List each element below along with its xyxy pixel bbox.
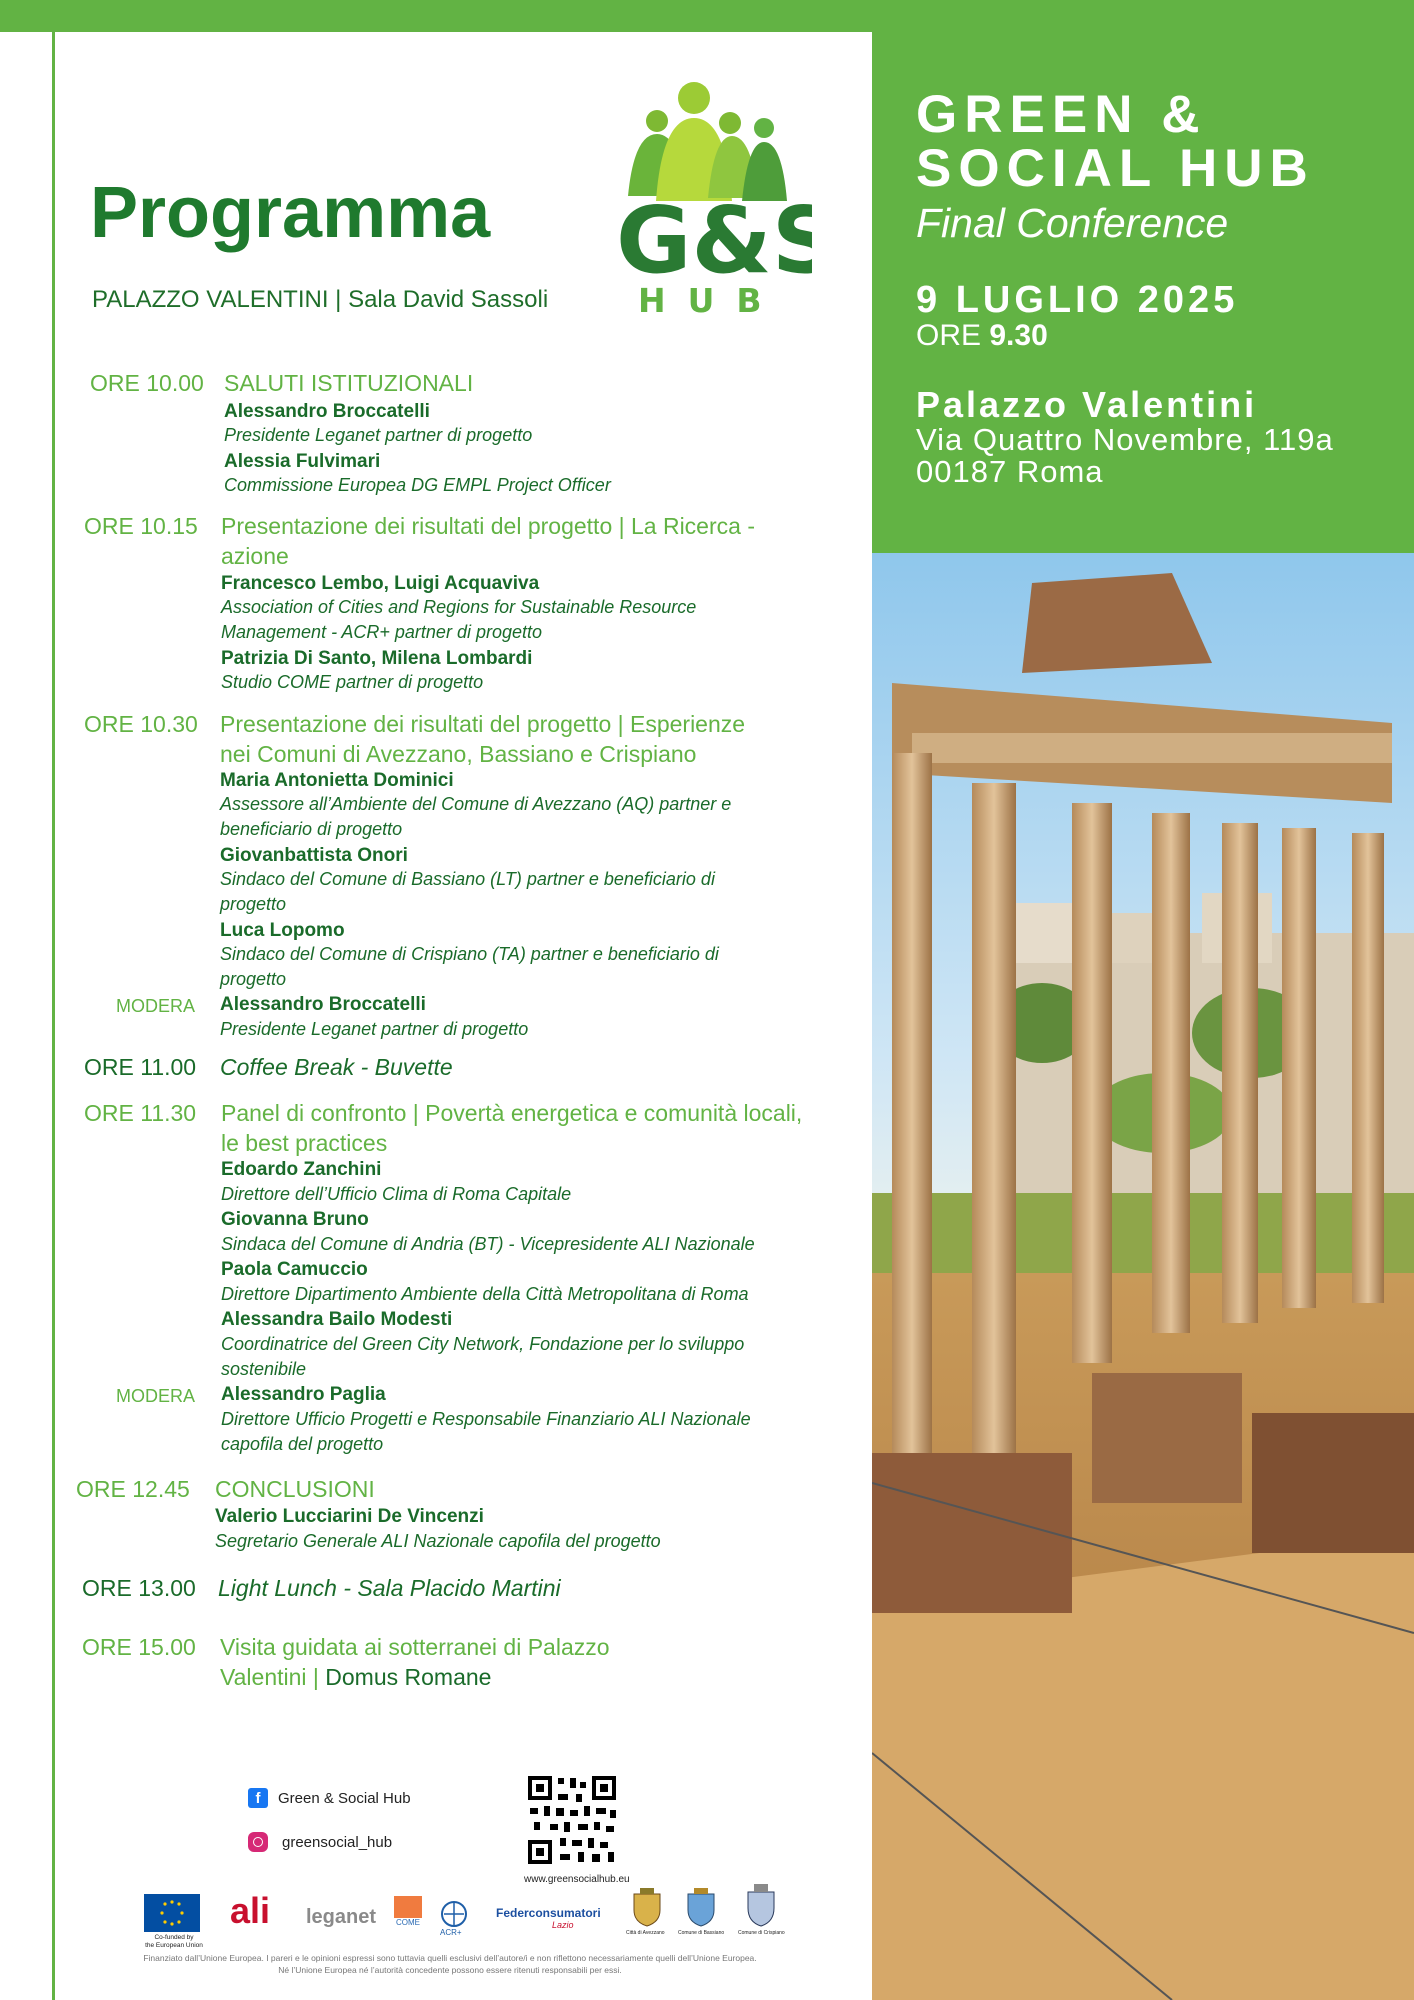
come-logo <box>394 1896 422 1936</box>
speaker-role: Commissione Europea DG EMPL Project Officer <box>224 475 611 495</box>
speaker-name: Alessandra Bailo Modesti <box>221 1309 453 1330</box>
speaker-role: Segretario Generale ALI Nazionale capofila del progetto <box>215 1531 661 1551</box>
instagram-label: greensocial_hub <box>282 1834 393 1851</box>
speaker-name: Giovanna Bruno <box>221 1209 369 1230</box>
disclaimer-line1: Finanziato dall’Unione Europea. I pareri e le opinioni espressi sono tuttavia quelli esclusivi dell’autore/i e non riflettono necessariamente quelli dell’Unione Europea. <box>143 1953 757 1963</box>
eu-caption-line2: the European Union <box>145 1942 203 1949</box>
speaker-name: Francesco Lembo, Luigi Acquaviva <box>221 573 540 594</box>
item-time: ORE 10.30 <box>84 711 198 737</box>
speaker-role-line1: Coordinatrice del Green City Network, Fondazione per lo sviluppo <box>221 1334 745 1354</box>
item-title-line1: Visita guidata ai sotterranei di Palazzo <box>220 1634 610 1660</box>
event-subtitle: Final Conference <box>916 200 1229 246</box>
federconsumatori-logo: Federconsumatori <box>496 1906 601 1920</box>
speaker-role-line2: Management - ACR+ partner di progetto <box>221 622 543 642</box>
instagram-link[interactable] <box>248 1832 268 1852</box>
item-title-line2 <box>220 1664 491 1691</box>
eu-caption <box>144 1934 204 1950</box>
item-time: ORE 11.00 <box>84 1054 197 1080</box>
item-title: CONCLUSIONI <box>215 1476 375 1502</box>
item-title-line2: nei Comuni di Avezzano, Bassiano e Crispiano <box>220 741 697 767</box>
federconsumatori-sub: Lazio <box>552 1920 574 1930</box>
item-time: ORE 12.45 <box>76 1476 190 1502</box>
moderator-label: MODERA <box>116 996 196 1016</box>
bassiano-label: Comune di Bassiano <box>678 1930 725 1936</box>
moderator-role-line1: Direttore Ufficio Progetti e Responsabile Finanziario ALI Nazionale <box>221 1409 751 1429</box>
speaker-name: Patrizia Di Santo, Milena Lombardi <box>221 648 533 669</box>
ali-logo: ali <box>230 1890 271 1931</box>
roman-forum-photo <box>872 553 1414 2000</box>
disclaimer <box>100 1952 800 1976</box>
eu-caption-line1: Co-funded by <box>154 1934 194 1941</box>
speaker-name: Alessia Fulvimari <box>224 451 381 472</box>
speaker-name: Valerio Lucciarini De Vincenzi <box>215 1506 484 1527</box>
speaker-name: Maria Antonietta Dominici <box>220 770 454 791</box>
item-time: ORE 10.15 <box>84 513 198 539</box>
event-header-panel <box>872 0 1414 553</box>
qr-code[interactable] <box>526 1774 618 1866</box>
crispiano-crest <box>744 1884 778 1936</box>
speaker-role-line2: beneficiario di progetto <box>220 819 403 839</box>
speaker-role-line2: progetto <box>220 969 287 989</box>
leganet-logo: leganet <box>306 1906 377 1928</box>
item-title-line2: le best practices <box>221 1130 388 1156</box>
eu-stars-icon <box>144 1894 200 1932</box>
disclaimer-line2: Né l’Unione Europea né l’autorità concedente possono essere ritenuti responsabili per essi. <box>278 1965 622 1975</box>
speaker-role: Studio COME partner di progetto <box>221 672 484 692</box>
item-title: Coffee Break - Buvette <box>220 1054 453 1080</box>
speaker-role-line2: sostenibile <box>221 1359 307 1379</box>
event-time-value: 9.30 <box>989 319 1048 352</box>
item-time: ORE 15.00 <box>82 1634 196 1660</box>
roman-forum-illustration <box>872 553 1414 2000</box>
item-title: Light Lunch - Sala Placido Martini <box>218 1575 561 1601</box>
address-line2: 00187 Roma <box>916 454 1104 489</box>
facebook-link[interactable] <box>248 1788 268 1808</box>
event-title <box>916 85 1315 198</box>
item-title-line1: Presentazione dei risultati del progetto | Esperienze <box>220 711 746 737</box>
moderator-name: Alessandro Paglia <box>221 1384 386 1405</box>
speaker-role: Direttore dell’Ufficio Clima di Roma Capitale <box>221 1184 572 1204</box>
speaker-name: Paola Camuccio <box>221 1259 368 1280</box>
event-title-line2: SOCIAL HUB <box>916 139 1315 198</box>
speaker-role: Direttore Dipartimento Ambiente della Città Metropolitana di Roma <box>221 1284 749 1304</box>
speaker-name: Alessandro Broccatelli <box>224 401 430 422</box>
item-title-line1: Panel di confronto | Povertà energetica e comunità locali, <box>221 1100 803 1126</box>
item-title-line2: azione <box>221 543 289 569</box>
speaker-role-line1: Sindaco del Comune di Bassiano (LT) partner e beneficiario di <box>220 869 715 889</box>
speaker-role-line2: progetto <box>220 894 287 914</box>
acr-label: ACR+ <box>440 1928 462 1937</box>
speaker-name: Giovanbattista Onori <box>220 845 408 866</box>
speaker-role: Sindaca del Comune di Andria (BT) - Vicepresidente ALI Nazionale <box>221 1234 755 1254</box>
item-title: SALUTI ISTITUZIONALI <box>224 370 474 396</box>
speaker-name: Edoardo Zanchini <box>221 1159 382 1180</box>
crest-icon <box>684 1888 718 1928</box>
item-title-line2-a: Valentini | <box>220 1664 326 1690</box>
moderator-label: MODERA <box>116 1386 196 1406</box>
item-time: ORE 13.00 <box>82 1575 196 1601</box>
program-title: Programma <box>90 173 491 253</box>
speaker-role-line1: Sindaco del Comune di Crispiano (TA) partner e beneficiario di <box>220 944 719 964</box>
facebook-label: Green & Social Hub <box>278 1790 411 1807</box>
speaker-role: Presidente Leganet partner di progetto <box>224 425 533 445</box>
speaker-role-line1: Assessore all’Ambiente del Comune di Avezzano (AQ) partner e <box>220 794 732 814</box>
event-title-line1: GREEN & <box>916 85 1207 144</box>
program-location: PALAZZO VALENTINI | Sala David Sassoli <box>92 286 549 313</box>
crispiano-label: Comune di Crispiano <box>738 1930 785 1936</box>
event-date: 9 LUGLIO 2025 <box>916 279 1239 321</box>
speaker-name: Luca Lopomo <box>220 920 345 941</box>
facebook-icon: f <box>248 1788 268 1808</box>
event-venue: Palazzo Valentini <box>916 384 1258 425</box>
item-time: ORE 11.30 <box>84 1100 197 1126</box>
event-address <box>916 424 1334 488</box>
item-title-line2-b: Domus Romane <box>325 1664 492 1690</box>
crest-icon <box>630 1888 664 1928</box>
website-url[interactable]: www.greensocialhub.eu <box>524 1874 630 1885</box>
address-line1: Via Quattro Novembre, 119a <box>916 422 1334 457</box>
moderator-role: Presidente Leganet partner di progetto <box>220 1019 529 1039</box>
crest-icon <box>744 1884 778 1928</box>
event-time-prefix: ORE <box>916 319 982 352</box>
moderator-name: Alessandro Broccatelli <box>220 994 426 1015</box>
logo-text: G&S <box>616 187 812 294</box>
come-label: COME <box>396 1918 420 1927</box>
item-time: ORE 10.00 <box>90 370 204 396</box>
eu-flag-logo <box>144 1894 200 1932</box>
logo-subtext: HUB <box>638 281 784 316</box>
avezzano-label: Città di Avezzano <box>626 1930 665 1936</box>
qr-code-icon <box>526 1774 618 1866</box>
speaker-role-line1: Association of Cities and Regions for Sustainable Resource <box>221 597 697 617</box>
moderator-role-line2: capofila del progetto <box>221 1434 384 1454</box>
instagram-icon <box>248 1832 268 1852</box>
item-title-line1: Presentazione dei risultati del progetto | La Ricerca - <box>221 513 755 539</box>
event-time <box>916 319 1048 353</box>
